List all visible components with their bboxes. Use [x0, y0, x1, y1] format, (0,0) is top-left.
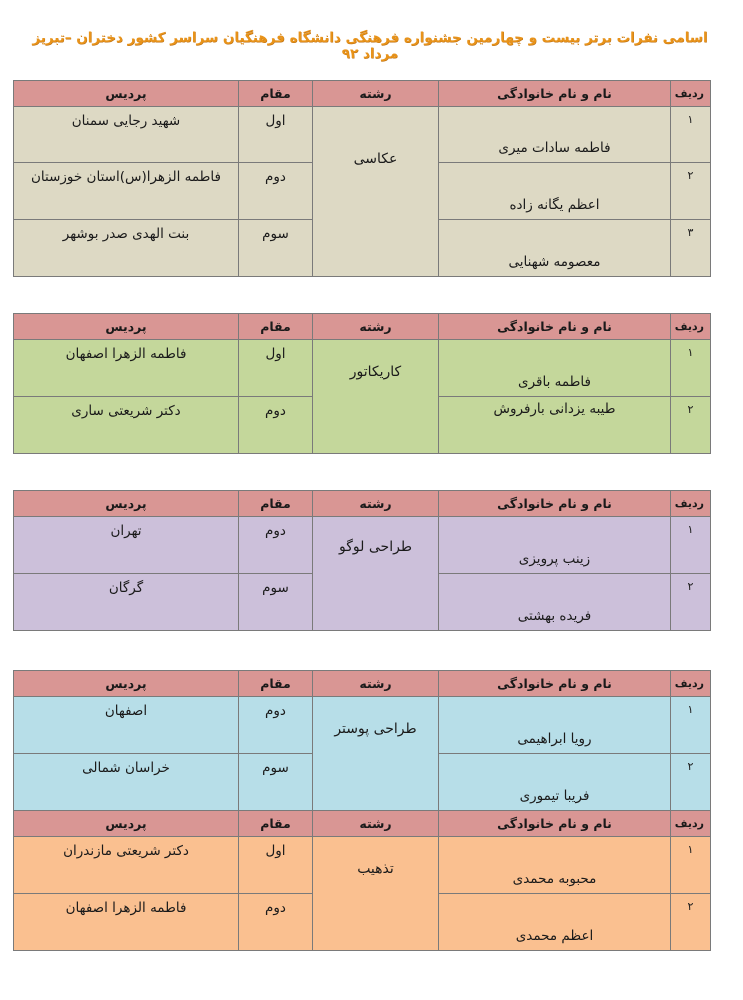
row-radif: ۲ — [671, 894, 711, 951]
row-campus: فاطمه الزهرا اصفهان — [14, 340, 239, 397]
table-header-row — [14, 491, 711, 517]
header-field: رشته — [313, 314, 439, 340]
row-radif: ۲ — [671, 574, 711, 631]
row-radif: ۱ — [671, 340, 711, 397]
table-row — [14, 697, 711, 754]
row-campus: فاطمه الزهرا(س)استان خوزستان — [14, 163, 239, 220]
header-name: نام و نام خانوادگی — [439, 81, 671, 107]
row-name: فریبا تیموری — [439, 754, 671, 811]
row-radif: ۱ — [671, 517, 711, 574]
header-rank: مقام — [239, 811, 313, 837]
table-row — [14, 340, 711, 397]
header-name: نام و نام خانوادگی — [439, 811, 671, 837]
table-header-row — [14, 81, 711, 107]
table-header-row — [14, 314, 711, 340]
row-name: محبوبه محمدی — [439, 837, 671, 894]
table-header-row — [14, 811, 711, 837]
row-name: فاطمه سادات میری — [439, 107, 671, 163]
row-name: اعظم یگانه زاده — [439, 163, 671, 220]
header-name: نام و نام خانوادگی — [439, 314, 671, 340]
row-rank: دوم — [239, 397, 313, 454]
row-rank: دوم — [239, 894, 313, 951]
row-rank: اول — [239, 340, 313, 397]
header-name: نام و نام خانوادگی — [439, 491, 671, 517]
row-campus: خراسان شمالی — [14, 754, 239, 811]
row-radif: ۱ — [671, 837, 711, 894]
header-field: رشته — [313, 491, 439, 517]
row-campus: اصفهان — [14, 697, 239, 754]
row-radif: ۲ — [671, 397, 711, 454]
row-radif: ۱ — [671, 107, 711, 163]
header-radif: ردیف — [671, 491, 711, 517]
results-table-photography — [13, 80, 711, 277]
row-rank: دوم — [239, 163, 313, 220]
row-campus: دکتر شریعتی ساری — [14, 397, 239, 454]
row-field: طراحی پوستر — [313, 697, 439, 811]
row-rank: دوم — [239, 517, 313, 574]
table-header-row — [14, 671, 711, 697]
row-campus: تهران — [14, 517, 239, 574]
row-campus: دکتر شریعتی مازندران — [14, 837, 239, 894]
header-radif: ردیف — [671, 81, 711, 107]
row-rank: اول — [239, 837, 313, 894]
row-name: رویا ابراهیمی — [439, 697, 671, 754]
table-row — [14, 517, 711, 574]
results-table-caricature — [13, 313, 711, 454]
header-campus: پردیس — [14, 811, 239, 837]
row-rank: دوم — [239, 697, 313, 754]
results-table-poster-illumination — [13, 670, 711, 951]
row-radif: ۳ — [671, 220, 711, 277]
header-radif: ردیف — [671, 314, 711, 340]
row-campus: فاطمه الزهرا اصفهان — [14, 894, 239, 951]
row-name: زینب پرویزی — [439, 517, 671, 574]
table-row — [14, 837, 711, 894]
header-campus: پردیس — [14, 671, 239, 697]
row-field: تذهیب — [313, 837, 439, 951]
row-rank: اول — [239, 107, 313, 163]
row-rank: سوم — [239, 574, 313, 631]
row-campus: شهید رجایی سمنان — [14, 107, 239, 163]
header-campus: پردیس — [14, 314, 239, 340]
header-campus: پردیس — [14, 81, 239, 107]
row-campus: بنت الهدی صدر بوشهر — [14, 220, 239, 277]
row-name: معصومه شهنایی — [439, 220, 671, 277]
row-radif: ۱ — [671, 697, 711, 754]
header-rank: مقام — [239, 491, 313, 517]
row-field: عکاسی — [313, 107, 439, 277]
row-field: طراحی لوگو — [313, 517, 439, 631]
row-rank: سوم — [239, 220, 313, 277]
header-rank: مقام — [239, 81, 313, 107]
row-name: فاطمه باقری — [439, 340, 671, 397]
header-radif: ردیف — [671, 811, 711, 837]
row-rank: سوم — [239, 754, 313, 811]
header-rank: مقام — [239, 671, 313, 697]
header-field: رشته — [313, 671, 439, 697]
row-radif: ۲ — [671, 754, 711, 811]
header-field: رشته — [313, 81, 439, 107]
row-name: طیبه یزدانی بارفروش — [439, 397, 671, 454]
row-field: کاریکاتور — [313, 340, 439, 454]
header-radif: ردیف — [671, 671, 711, 697]
table-row — [14, 107, 711, 163]
row-radif: ۲ — [671, 163, 711, 220]
header-name: نام و نام خانوادگی — [439, 671, 671, 697]
header-campus: پردیس — [14, 491, 239, 517]
header-rank: مقام — [239, 314, 313, 340]
row-campus: گرگان — [14, 574, 239, 631]
row-name: فریده بهشتی — [439, 574, 671, 631]
results-table-logo-design — [13, 490, 711, 631]
document-title: اسامی نفرات برتر بیست و چهارمین جشنواره فرهنگی دانشگاه فرهنگیان سراسر کشور دختران –تبریز مرداد ۹۲ — [32, 30, 708, 62]
row-name: اعظم محمدی — [439, 894, 671, 951]
header-field: رشته — [313, 811, 439, 837]
